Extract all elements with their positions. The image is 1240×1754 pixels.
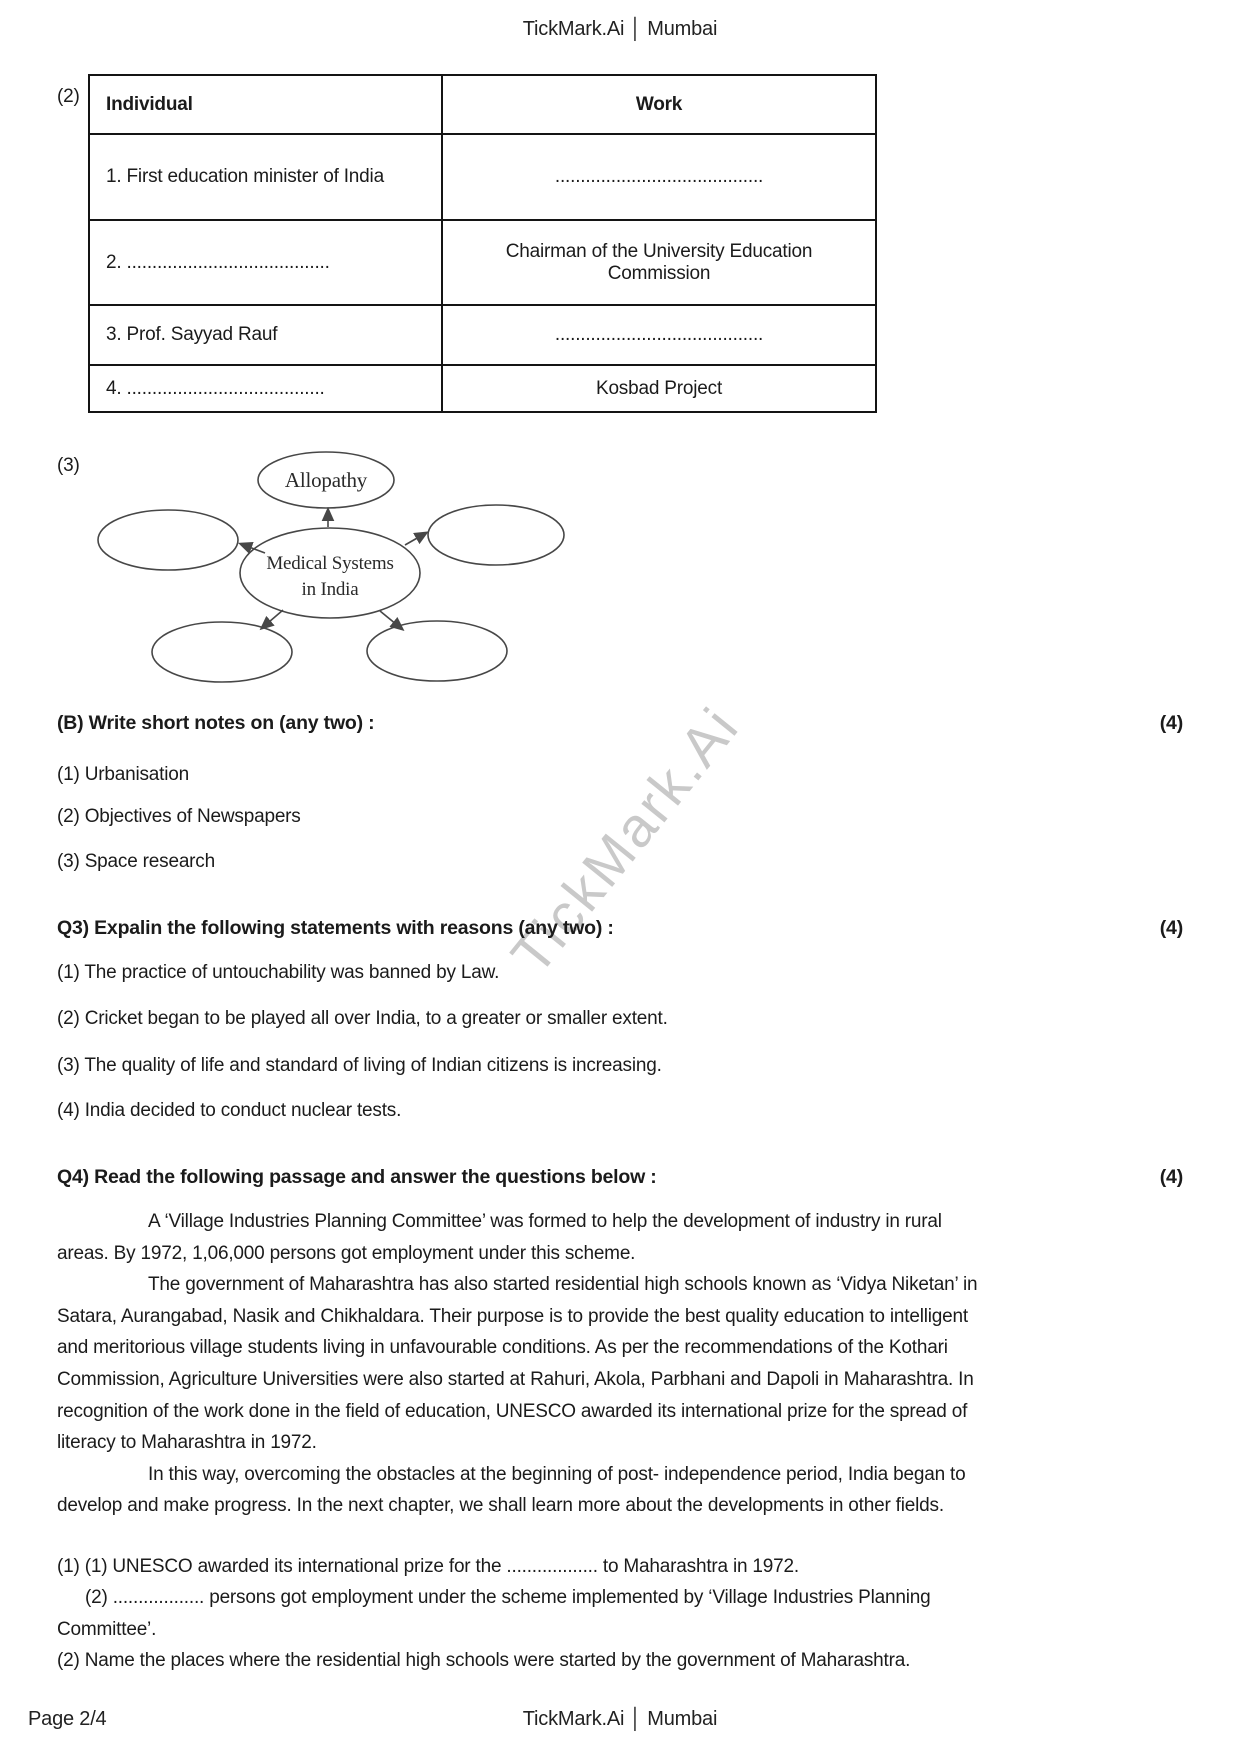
table-header-work: Work: [442, 75, 876, 134]
question-2-label: (2): [57, 86, 80, 107]
watermark-text: TickMark.Ai: [498, 694, 752, 986]
list-item: (3) Space research: [57, 851, 215, 872]
cell-individual: 1. First education minister of India: [89, 134, 442, 220]
question-line: (2) Name the places where the residential high schools were started by the government of Maharashtra.: [57, 1650, 911, 1672]
question-line: Committee’.: [57, 1618, 157, 1640]
passage-line: areas. By 1972, 1,06,000 persons got employment under this scheme.: [57, 1242, 636, 1264]
cell-work-blank: .........................................: [442, 305, 876, 365]
q3-marks: (4): [1159, 917, 1183, 939]
q4-heading: Q4) Read the following passage and answer the questions below :: [57, 1166, 657, 1188]
node-blank-bottom-left-ellipse: [152, 622, 292, 682]
node-blank-right-ellipse: [428, 505, 564, 565]
list-item: (4) India decided to conduct nuclear tests.: [57, 1100, 402, 1121]
list-item: (1) The practice of untouchability was banned by Law.: [57, 962, 500, 983]
page-footer-brand: TickMark.Ai │ Mumbai: [522, 1708, 718, 1730]
passage-line: Commission, Agriculture Universities were also started at Rahuri, Akola, Parbhani and Dapoli in Maharashtra. In: [57, 1368, 974, 1390]
arrow-to-bottom-right: [380, 611, 402, 629]
q3-heading-row: [57, 917, 1183, 940]
passage-line: A ‘Village Industries Planning Committee’ was formed to help the development of industry in rural: [148, 1211, 942, 1232]
match-the-pairs-table: [88, 74, 877, 413]
section-b-marks: (4): [1159, 712, 1183, 734]
cell-work-blank: .........................................: [442, 134, 876, 220]
arrow-to-bottom-left: [262, 610, 283, 628]
q4-marks: (4): [1159, 1166, 1183, 1188]
q4-heading-row: [57, 1166, 1183, 1189]
passage-line: literacy to Maharashtra in 1972.: [57, 1432, 317, 1454]
list-item: (2) Objectives of Newspapers: [57, 806, 301, 827]
node-center-label-line1: Medical Systems: [266, 553, 394, 574]
table-row: [89, 220, 876, 305]
table-row: [89, 365, 876, 412]
node-center-label-line2: in India: [301, 579, 359, 600]
cell-work: Kosbad Project: [442, 365, 876, 412]
question-line: (1) (1) UNESCO awarded its international prize for the .................. to Maharashtra in 1972.: [57, 1556, 799, 1577]
arrow-to-right: [405, 533, 426, 545]
table-row: [89, 305, 876, 365]
table-row: [89, 134, 876, 220]
cell-individual: 3. Prof. Sayyad Rauf: [89, 305, 442, 365]
cell-individual-blank: 2. ........................................: [89, 220, 442, 305]
passage-line: In this way, overcoming the obstacles at the beginning of post- independence period, India began to: [148, 1463, 966, 1485]
node-blank-bottom-right-ellipse: [367, 621, 507, 681]
list-item: (3) The quality of life and standard of living of Indian citizens is increasing.: [57, 1055, 662, 1076]
question-line: (2) .................. persons got employment under the scheme implemented by ‘Village Industries Planning: [85, 1587, 931, 1609]
passage-line: and meritorious village students living in unfavourable conditions. As per the recommendations of the Kothari: [57, 1337, 948, 1359]
list-item: (2) Cricket began to be played all over India, to a greater or smaller extent.: [57, 1008, 668, 1029]
passage-line: recognition of the work done in the field of education, UNESCO awarded its international prize for the spread of: [57, 1400, 968, 1422]
node-blank-left-ellipse: [98, 510, 238, 570]
passage-questions: [57, 1551, 1187, 1677]
passage-line: Satara, Aurangabad, Nasik and Chikhaldara. Their purpose is to provide the best quality education to intelligent: [57, 1305, 968, 1327]
question-3-label: (3): [57, 455, 80, 476]
page-header-brand: TickMark.Ai │ Mumbai: [522, 18, 718, 40]
passage-line: The government of Maharashtra has also started residential high schools known as ‘Vidya Niketan’ in: [148, 1274, 978, 1296]
cell-individual-blank: 4. .......................................: [89, 365, 442, 412]
cell-work: Chairman of the University Education Commission: [442, 220, 876, 305]
table-header-individual: Individual: [89, 75, 442, 134]
q3-heading: Q3) Expalin the following statements with reasons (any two) :: [57, 917, 614, 939]
reading-passage: [57, 1206, 1187, 1522]
section-b-heading-row: [57, 712, 1183, 735]
section-b-heading: (B) Write short notes on (any two) :: [57, 712, 375, 734]
passage-line: develop and make progress. In the next chapter, we shall learn more about the developments in other fields.: [57, 1495, 944, 1517]
medical-systems-concept-map: [90, 440, 580, 695]
list-item: (1) Urbanisation: [57, 764, 189, 785]
page-number: Page 2/4: [28, 1708, 107, 1730]
node-allopathy-label: Allopathy: [284, 468, 368, 492]
